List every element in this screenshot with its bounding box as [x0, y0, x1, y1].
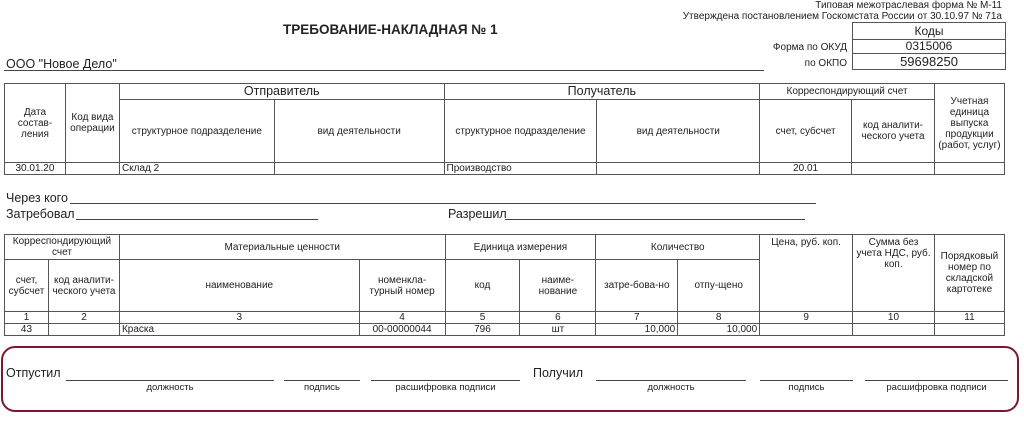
through-label: Через кого — [6, 191, 68, 205]
col-number: 9 — [760, 312, 853, 324]
released-by-label: Отпустил — [6, 366, 61, 380]
unit-output-header: Учетная единица выпуска продукции (работ, услуг) — [934, 84, 1004, 163]
codes-heading: Коды — [853, 23, 1006, 40]
nomenclature-header: номенкла-турный номер — [359, 260, 445, 312]
requested-line — [76, 219, 318, 220]
col-number: 10 — [853, 312, 935, 324]
col-number: 5 — [445, 312, 520, 324]
row-analytic — [48, 324, 119, 336]
col-number: 4 — [359, 312, 445, 324]
row-date: 30.01.20 — [5, 163, 66, 175]
receiver-struct-header: структурное подразделение — [444, 100, 597, 163]
sender-header: Отправитель — [119, 84, 444, 100]
row-unit-name: шт — [520, 324, 596, 336]
form-type-line: Типовая межотраслевая форма № М-11 — [815, 0, 1002, 11]
okpo-label: по ОКПО — [804, 58, 847, 69]
corr-account-header: Корреспондирующий счет — [760, 84, 935, 100]
received-decoding-caption: расшифровка подписи — [886, 382, 987, 393]
receiver-header: Получатель — [444, 84, 760, 100]
materials-table — [4, 234, 1005, 336]
row-op — [65, 163, 119, 175]
received-signature-caption: подпись — [788, 382, 825, 393]
row-sender-struct: Склад 2 — [119, 163, 274, 175]
row-analytic — [852, 163, 935, 175]
col-date-header: Дата состав-ления — [5, 84, 66, 163]
requested-label: Затребовал — [6, 207, 75, 221]
row-card — [934, 324, 1004, 336]
requested-header: затре-бова-но — [596, 260, 678, 312]
received-position-caption: должность — [647, 382, 695, 393]
released-decoding-caption: расшифровка подписи — [395, 382, 496, 393]
row-sum — [853, 324, 935, 336]
row-account: 43 — [5, 324, 49, 336]
through-line — [70, 203, 816, 204]
row-account: 20.01 — [760, 163, 852, 175]
col-number: 6 — [520, 312, 596, 324]
name-header: наименование — [119, 260, 359, 312]
released-signature-line — [284, 380, 360, 381]
account-header: счет, субсчет — [5, 260, 49, 312]
received-position-line — [596, 380, 746, 381]
released-position-caption: должность — [146, 382, 194, 393]
okpo-value: 59698250 — [853, 54, 1006, 70]
organization-name: ООО "Новое Дело" — [6, 57, 117, 71]
organization-underline — [4, 70, 764, 71]
signatures-highlight — [1, 346, 1019, 412]
price-header: Цена, руб. коп. — [760, 235, 853, 312]
okud-value: 0315006 — [853, 40, 1006, 54]
row-receiver-activity — [597, 163, 760, 175]
row-released: 10,000 — [678, 324, 760, 336]
account-header: счет, субсчет — [760, 100, 852, 163]
col-operation-header: Код вида операции — [65, 84, 119, 163]
sum-header: Сумма без учета НДС, руб. коп. — [853, 235, 935, 312]
row-name: Краска — [119, 324, 359, 336]
col-number: 8 — [678, 312, 760, 324]
row-requested: 10,000 — [596, 324, 678, 336]
document-title: ТРЕБОВАНИЕ-НАКЛАДНАЯ № 1 — [283, 22, 498, 37]
corr-account-header: Корреспондирующий счет — [5, 235, 120, 260]
released-position-line — [66, 380, 274, 381]
analytic-header: код аналити-ческого учета — [852, 100, 935, 163]
header-info-table — [4, 83, 1005, 175]
form-approval-line: Утверждена постановлением Госкомстата России от 30.10.97 № 71а — [682, 11, 1002, 22]
row-nomenclature: 00-00000044 — [359, 324, 445, 336]
col-number: 11 — [934, 312, 1004, 324]
received-decoding-line — [865, 380, 1008, 381]
row-sender-activity — [274, 163, 444, 175]
row-code: 796 — [445, 324, 520, 336]
sender-struct-header: структурное подразделение — [119, 100, 274, 163]
col-number: 1 — [5, 312, 49, 324]
quantity-header: Количество — [596, 235, 760, 260]
card-number-header: Порядковый номер по складской картотеке — [934, 235, 1004, 312]
released-header: отпу-щено — [678, 260, 760, 312]
row-unit — [934, 163, 1004, 175]
col-number: 2 — [48, 312, 119, 324]
unit-measure-header: Единица измерения — [445, 235, 596, 260]
col-number: 3 — [119, 312, 359, 324]
code-header: код — [445, 260, 520, 312]
permitted-label: Разрешил — [448, 207, 507, 221]
released-decoding-line — [371, 380, 520, 381]
col-number: 7 — [596, 312, 678, 324]
receiver-activity-header: вид деятельности — [597, 100, 760, 163]
unit-name-header: наиме-нование — [520, 260, 596, 312]
row-price — [760, 324, 853, 336]
okud-label: Форма по ОКУД — [772, 42, 847, 53]
analytic-header: код аналити-ческого учета — [48, 260, 119, 312]
received-by-label: Получил — [533, 366, 583, 380]
received-signature-line — [760, 380, 853, 381]
released-signature-caption: подпись — [304, 382, 340, 393]
codes-table — [852, 22, 1006, 70]
permitted-line — [505, 219, 805, 220]
sender-activity-header: вид деятельности — [274, 100, 444, 163]
materials-header: Материальные ценности — [119, 235, 445, 260]
row-receiver-struct: Производство — [444, 163, 597, 175]
